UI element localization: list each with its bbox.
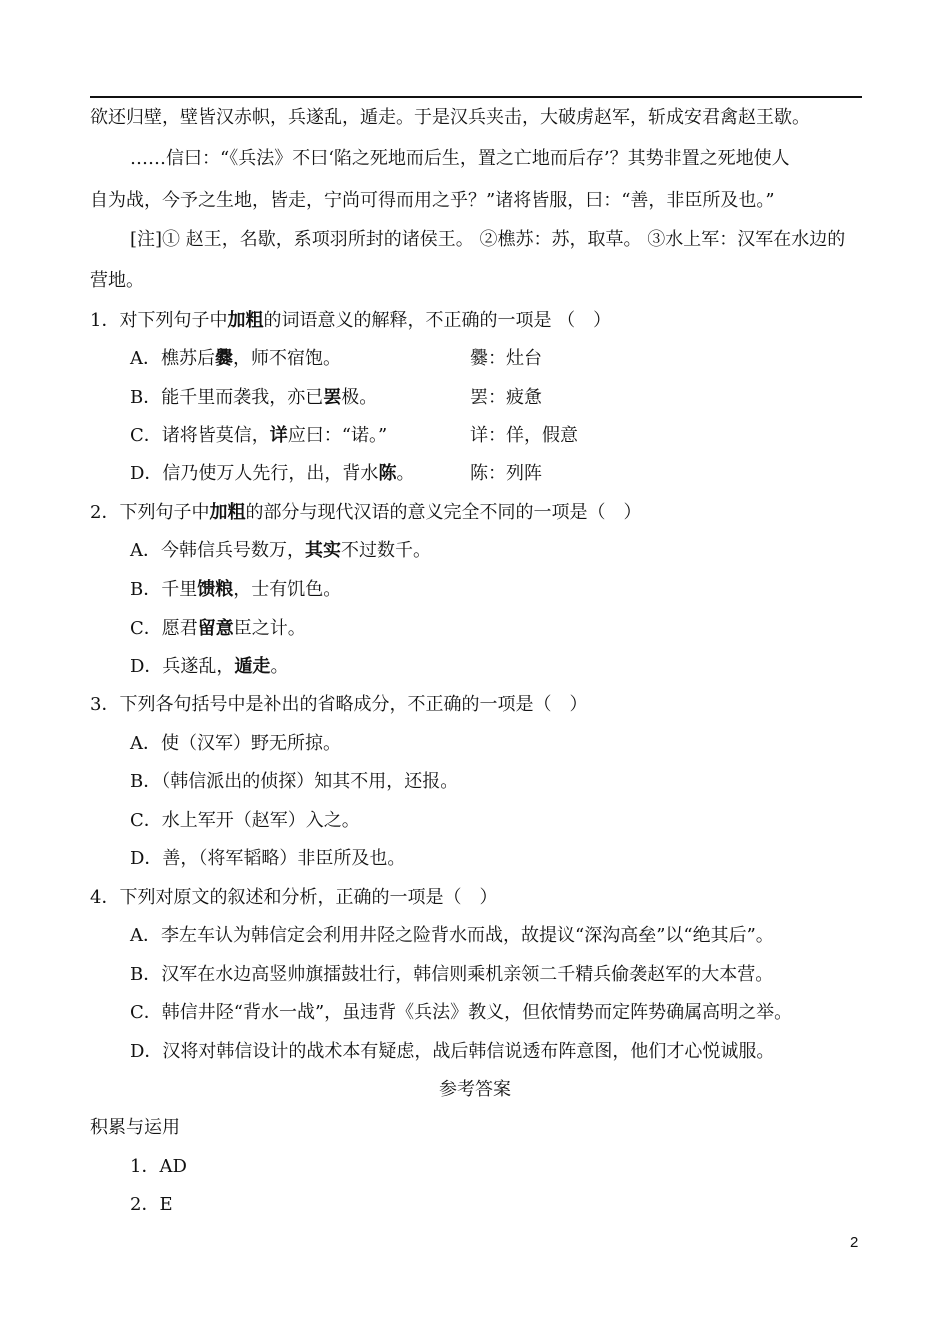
annotation-note: 营地。 xyxy=(90,270,144,291)
question-2-option-a: A．今韩信兵号数万，其实不过数千。 xyxy=(130,540,431,561)
question-4-option-a: A．李左车认为韩信定会利用井陉之险背水而战，故提议“深沟高垒”以“绝其后”。 xyxy=(130,925,774,946)
question-2-option-b: B．千里馈粮，士有饥色。 xyxy=(130,579,342,600)
question-4-stem: 4．下列对原文的叙述和分析，正确的一项是（ ） xyxy=(90,887,498,908)
question-1-option-c: C．诸将皆莫信，详应曰：“诺。” xyxy=(130,425,388,446)
question-3-option-a: A．使（汉军）野无所掠。 xyxy=(130,733,341,754)
question-1-option-a-explanation: 爨：灶台 xyxy=(470,348,542,369)
passage-line: 自为战，今予之生地，皆走，宁尚可得而用之乎？”诸将皆服，曰：“善，非臣所及也。” xyxy=(90,190,775,211)
header-rule xyxy=(90,96,862,98)
question-1-option-b-explanation: 罢：疲惫 xyxy=(470,387,542,408)
question-4-option-d: D．汉将对韩信设计的战术本有疑虑，战后韩信说透布阵意图，他们才心悦诚服。 xyxy=(130,1041,775,1062)
question-3-option-b: B．（韩信派出的侦探）知其不用，还报。 xyxy=(130,771,459,792)
question-1-option-b: B．能千里而袭我，亦已罢极。 xyxy=(130,387,378,408)
question-3-stem: 3．下列各句括号中是补出的省略成分，不正确的一项是（ ） xyxy=(90,694,588,715)
question-3-option-d: D．善，（将军韬略）非臣所及也。 xyxy=(130,848,406,869)
page-number: 2 xyxy=(850,1234,859,1251)
passage-line: 欲还归壁，壁皆汉赤帜，兵遂乱，遁走。于是汉兵夹击，大破虏赵军，斩成安君禽赵王歇。 xyxy=(90,107,810,128)
answers-title: 参考答案 xyxy=(439,1079,511,1100)
question-1-stem: 1．对下列句子中加粗的词语意义的解释，不正确的一项是 （ ） xyxy=(90,310,612,331)
question-4-option-b: B．汉军在水边高竖帅旗擂鼓壮行，韩信则乘机亲领二千精兵偷袭赵军的大本营。 xyxy=(130,964,774,985)
passage-line: ……信曰：“《兵法》不曰‘陷之死地而后生，置之亡地而后存’？其势非置之死地使人 xyxy=(130,148,790,169)
answer-item: 1．AD xyxy=(130,1156,187,1177)
question-2-stem: 2．下列句子中加粗的部分与现代汉语的意义完全不同的一项是（ ） xyxy=(90,502,642,523)
question-3-option-c: C．水上军开（赵军）入之。 xyxy=(130,810,360,831)
question-4-option-c: C．韩信井陉“背水一战”，虽违背《兵法》教义，但依情势而定阵势确属高明之举。 xyxy=(130,1002,793,1023)
annotation-note: [注]① 赵王，名歇，系项羽所封的诸侯王。 ②樵苏：苏，取草。 ③水上军：汉军在水边的 xyxy=(130,229,846,250)
question-1-option-c-explanation: 详：佯，假意 xyxy=(470,425,578,446)
question-2-option-d: D．兵遂乱，遁走。 xyxy=(130,656,289,677)
question-1-option-a: A．樵苏后爨，师不宿饱。 xyxy=(130,348,341,369)
answers-section-heading: 积累与运用 xyxy=(90,1117,180,1138)
answer-item: 2．E xyxy=(130,1194,173,1215)
question-1-option-d: D．信乃使万人先行，出，背水陈。 xyxy=(130,463,415,484)
question-2-option-c: C．愿君留意臣之计。 xyxy=(130,618,306,639)
question-1-option-d-explanation: 陈：列阵 xyxy=(470,463,542,484)
